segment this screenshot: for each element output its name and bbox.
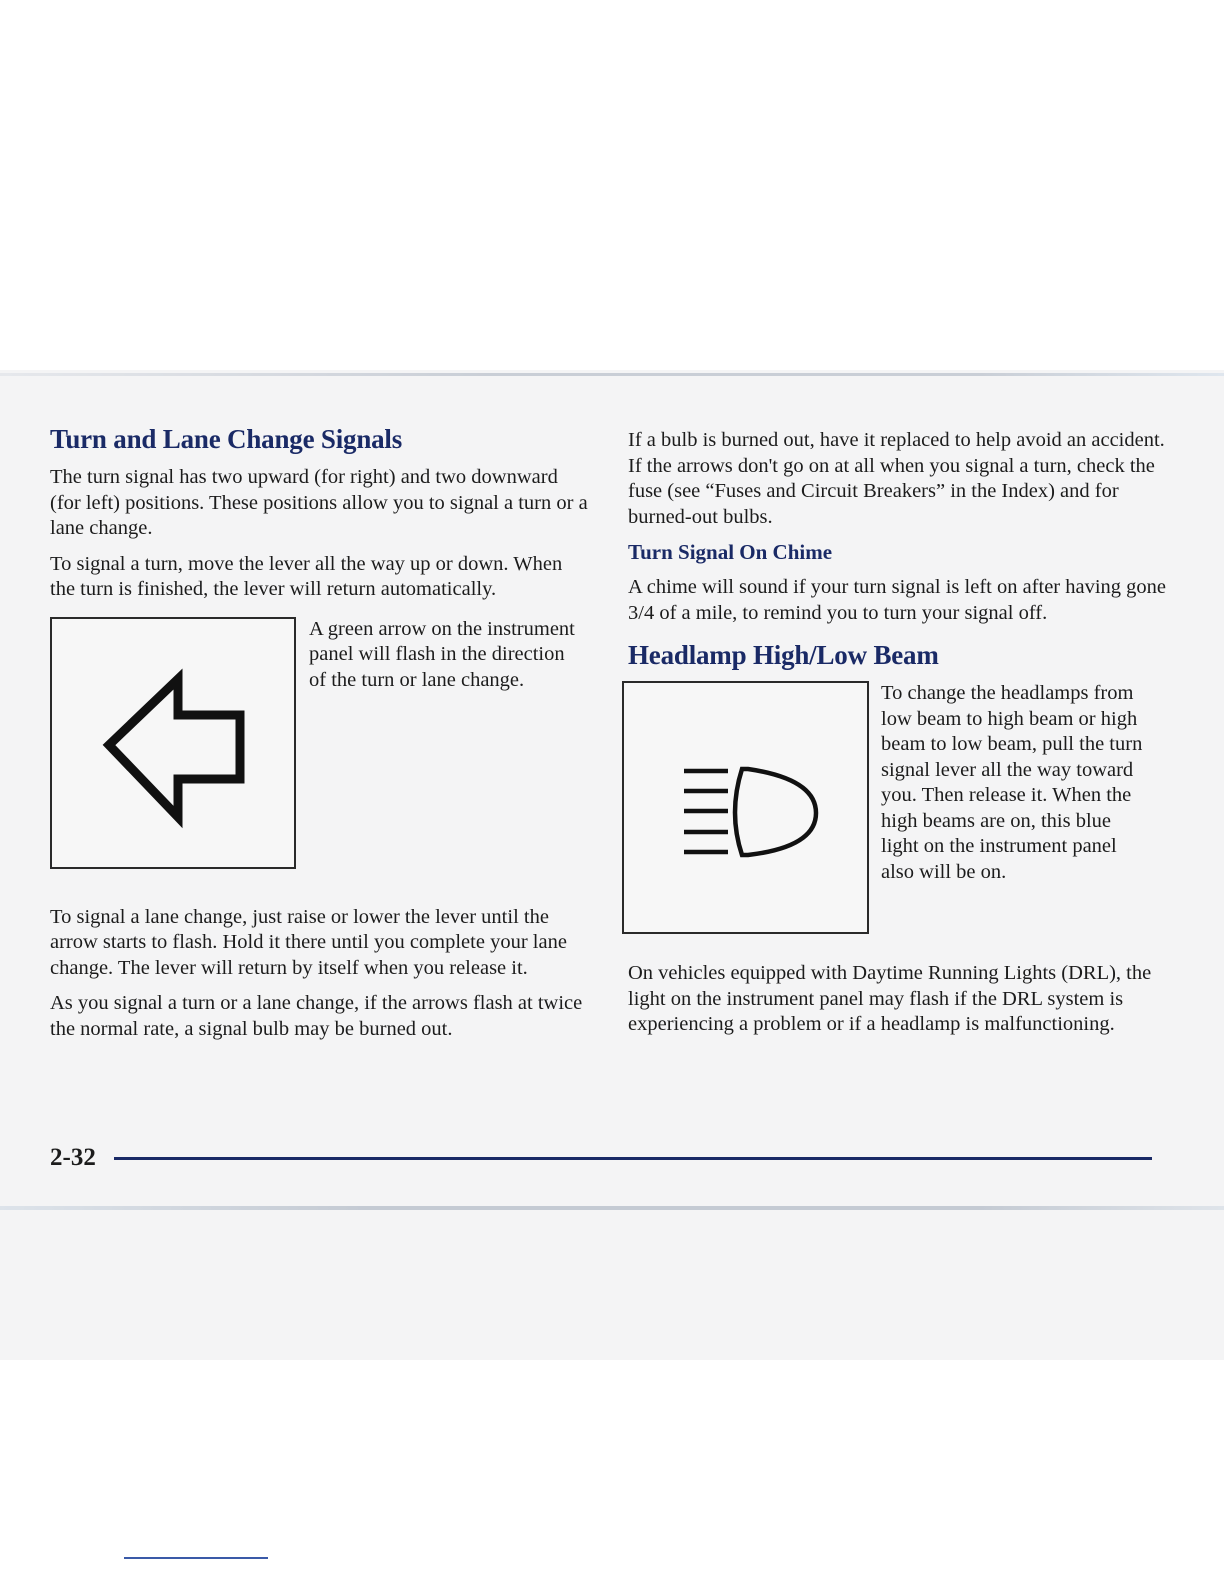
subheading-turn-signal-chime: Turn Signal On Chime — [628, 540, 833, 564]
high-beam-frame — [622, 681, 869, 934]
section-heading-turn-signals: Turn and Lane Change Signals — [50, 424, 403, 454]
high-beam-caption: To change the headlamps from low beam to high beam or high beam to low beam, pull the turn signal lever all the way toward you. Then release it. When the high beams are on, this blue light on the instrument panel also will be on. — [881, 682, 1143, 883]
paragraph-drl: On vehicles equipped with Daytime Running Lights (DRL), the light on the instrument panel may flash if the DRL system is experiencing a problem or if a headlamp is malfunctioning. — [628, 962, 1152, 1035]
right-column — [628, 428, 1168, 1048]
paragraph-lane-change: To signal a lane change, just raise or lower the lever until the arrow starts to flash. Hold it there until you complete your lane change. The lever will return by itself when you release it. — [50, 905, 567, 979]
paragraph-bulb-burned-out: If a bulb is burned out, have it replaced to help avoid an accident. If the arrows don't go on at all when you signal a turn, check the fuse (see “Fuses and Circuit Breakers” in the Index) and for burned-out bulbs. — [628, 429, 1165, 528]
turn-arrow-caption: A green arrow on the instrument panel will flash in the direction of the turn or lane change. — [309, 617, 575, 691]
paragraph-turn-signal-positions: The turn signal has two upward (for right) and two downward (for left) positions. These positions allow you to signal a turn or a lane change. — [50, 466, 588, 539]
page-number: 2-32 — [50, 1144, 96, 1171]
left-column — [50, 424, 590, 1052]
page-bottom-edge — [0, 1206, 1224, 1210]
paragraph-signal-turn: To signal a turn, move the lever all the way up or down. When the turn is finished, the lever will return automatically. — [50, 552, 563, 600]
turn-arrow-frame — [50, 617, 296, 869]
paragraph-chime: A chime will sound if your turn signal is left on after having gone 3/4 of a mile, to remind you to turn your signal off. — [628, 576, 1167, 624]
section-heading-headlamp-beam: Headlamp High/Low Beam — [628, 640, 939, 670]
turn-arrow-left-icon — [52, 619, 294, 867]
stray-underline — [124, 1557, 268, 1559]
paragraph-flash-rate: As you signal a turn or a lane change, if the arrows flash at twice the normal rate, a signal bulb may be burned out. — [50, 992, 583, 1040]
high-beam-icon — [624, 683, 867, 932]
turn-arrow-figure — [50, 617, 590, 887]
high-beam-figure — [628, 681, 1168, 943]
page-top-edge — [0, 373, 1224, 376]
footer-rule — [114, 1157, 1152, 1160]
